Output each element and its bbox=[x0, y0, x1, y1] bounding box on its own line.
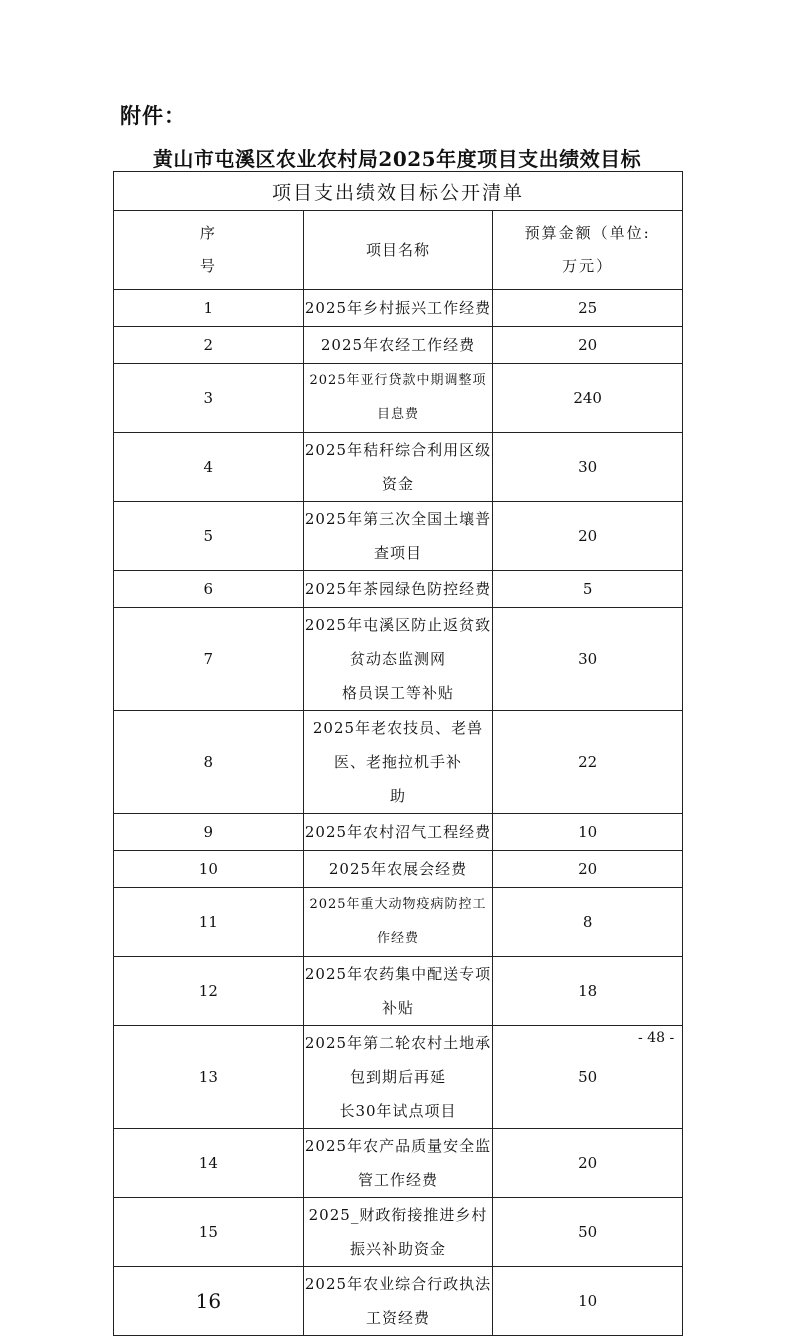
row-name: 2025年重大动物疫病防控工作经费 bbox=[303, 888, 493, 957]
row-index: 3 bbox=[114, 364, 304, 433]
row-index: 5 bbox=[114, 502, 304, 571]
row-name-line2: 格员误工等补贴 bbox=[341, 684, 454, 702]
row-name bbox=[303, 608, 493, 711]
table-row bbox=[114, 364, 683, 433]
header-amount-line2: 万元） bbox=[562, 257, 614, 275]
row-index: 13 bbox=[114, 1026, 304, 1129]
table-row bbox=[114, 290, 683, 327]
table-row bbox=[114, 1129, 683, 1198]
row-amount: 30 bbox=[493, 608, 683, 711]
row-amount: 18 bbox=[493, 957, 683, 1026]
row-amount: 5 bbox=[493, 571, 683, 608]
row-name: 2025年茶园绿色防控经费 bbox=[303, 571, 493, 608]
table-row bbox=[114, 957, 683, 1026]
budget-table bbox=[113, 171, 683, 1336]
table-row bbox=[114, 711, 683, 814]
table-row bbox=[114, 1267, 683, 1336]
row-name: 2025年第三次全国土壤普查项目 bbox=[303, 502, 493, 571]
row-amount: 240 bbox=[493, 364, 683, 433]
header-amount-line1: 预算金额（单位: bbox=[524, 224, 651, 242]
row-index: 7 bbox=[114, 608, 304, 711]
row-name: 2025_财政衔接推进乡村振兴补助资金 bbox=[303, 1198, 493, 1267]
table-row bbox=[114, 888, 683, 957]
header-name: 项目名称 bbox=[303, 211, 493, 290]
row-index: 10 bbox=[114, 851, 304, 888]
header-index bbox=[114, 211, 304, 290]
row-amount: 10 bbox=[493, 814, 683, 851]
table-row bbox=[114, 502, 683, 571]
page-number: - 48 - bbox=[638, 1030, 675, 1046]
table-row bbox=[114, 571, 683, 608]
row-index: 14 bbox=[114, 1129, 304, 1198]
row-index: 11 bbox=[114, 888, 304, 957]
row-name-line1: 2025年屯溪区防止返贫致贫动态监测网 bbox=[304, 616, 492, 668]
row-amount: 25 bbox=[493, 290, 683, 327]
row-name: 2025年农展会经费 bbox=[303, 851, 493, 888]
row-index: 12 bbox=[114, 957, 304, 1026]
row-name: 2025年亚行贷款中期调整项目息费 bbox=[303, 364, 493, 433]
table-row bbox=[114, 851, 683, 888]
row-amount: 50 bbox=[493, 1198, 683, 1267]
row-index: 2 bbox=[114, 327, 304, 364]
row-name bbox=[303, 711, 493, 814]
table-row bbox=[114, 327, 683, 364]
row-index: 16 bbox=[114, 1267, 304, 1336]
row-name-line1: 2025年老农技员、老兽医、老拖拉机手补 bbox=[312, 719, 484, 771]
row-amount: 20 bbox=[493, 851, 683, 888]
row-amount: 20 bbox=[493, 327, 683, 364]
row-index: 4 bbox=[114, 433, 304, 502]
table-row bbox=[114, 433, 683, 502]
row-name: 2025年农药集中配送专项补贴 bbox=[303, 957, 493, 1026]
row-name: 2025年农经工作经费 bbox=[303, 327, 493, 364]
row-index: 9 bbox=[114, 814, 304, 851]
row-name: 2025年农村沼气工程经费 bbox=[303, 814, 493, 851]
table-row bbox=[114, 1026, 683, 1129]
row-name: 2025年农产品质量安全监管工作经费 bbox=[303, 1129, 493, 1198]
row-index: 8 bbox=[114, 711, 304, 814]
table-row bbox=[114, 1198, 683, 1267]
row-name: 2025年农业综合行政执法工资经费 bbox=[303, 1267, 493, 1336]
row-amount: 50 bbox=[493, 1026, 683, 1129]
header-index-line1: 序 bbox=[199, 224, 217, 242]
row-name-line2: 助 bbox=[389, 787, 406, 805]
document-title: 黄山市屯溪区农业农村局2025年度项目支出绩效目标 bbox=[152, 147, 642, 171]
row-amount: 22 bbox=[493, 711, 683, 814]
row-amount: 20 bbox=[493, 502, 683, 571]
row-index: 1 bbox=[114, 290, 304, 327]
table-row bbox=[114, 814, 683, 851]
header-index-line2: 号 bbox=[199, 257, 217, 275]
row-name: 2025年秸秆综合利用区级资金 bbox=[303, 433, 493, 502]
row-amount: 8 bbox=[493, 888, 683, 957]
row-name-line2: 长30年试点项目 bbox=[339, 1102, 457, 1120]
table-row bbox=[114, 608, 683, 711]
row-name: 2025年乡村振兴工作经费 bbox=[303, 290, 493, 327]
header-amount bbox=[493, 211, 683, 290]
attachment-label: 附件： bbox=[120, 104, 186, 128]
row-index: 15 bbox=[114, 1198, 304, 1267]
row-amount: 30 bbox=[493, 433, 683, 502]
row-amount: 20 bbox=[493, 1129, 683, 1198]
table-caption: 项目支出绩效目标公开清单 bbox=[114, 172, 683, 211]
row-name-line1: 2025年第二轮农村土地承包到期后再延 bbox=[304, 1034, 492, 1086]
row-name bbox=[303, 1026, 493, 1129]
row-index: 6 bbox=[114, 571, 304, 608]
row-amount: 10 bbox=[493, 1267, 683, 1336]
